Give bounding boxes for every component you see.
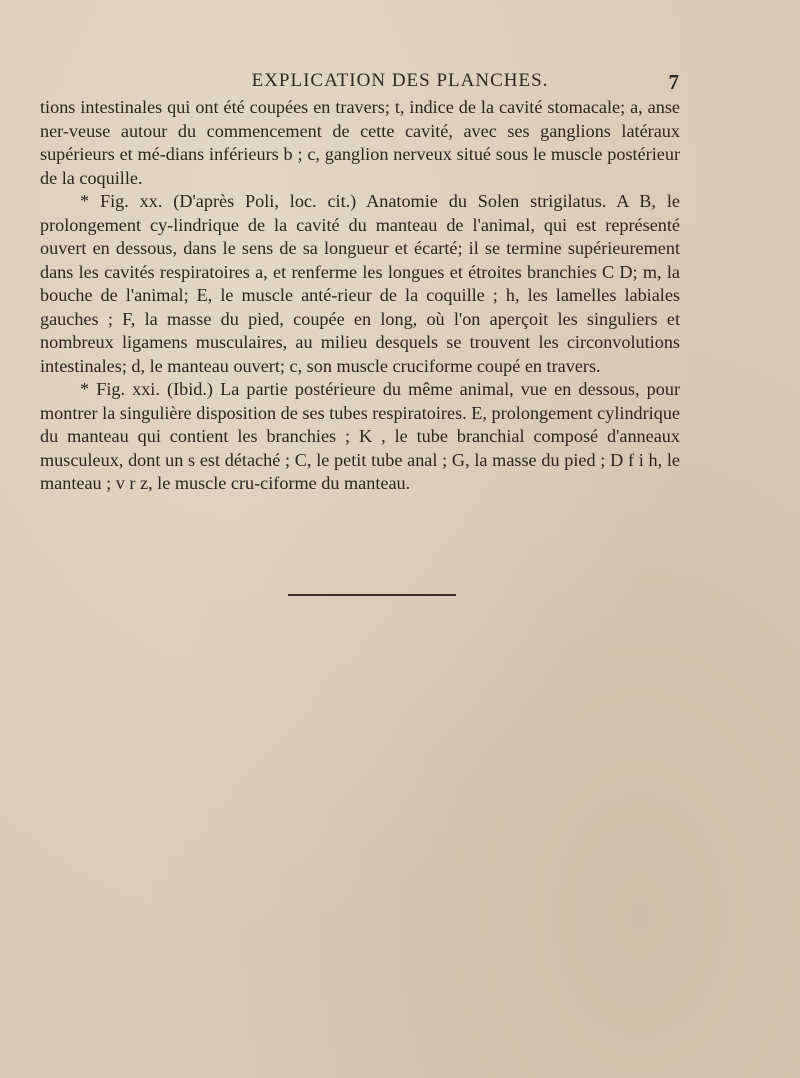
page-number: 7 — [668, 70, 679, 94]
body-text — [40, 96, 680, 496]
paragraph-continuation: tions intestinales qui ont été coupées en travers; t, indice de la cavité stomacale; a, anse ner-veuse autour du commencement de cette cavité, avec ses ganglions latéraux supérieurs et mé-dians inférieurs b ; c, ganglion nerveux situé sous le muscle postérieur de la coquille. — [40, 97, 680, 188]
running-title: EXPLICATION DES PLANCHES. — [251, 70, 549, 91]
paragraph-fig-xx: * Fig. xx. (D'après Poli, loc. cit.) Anatomie du Solen strigilatus. A B, le prolongement cy-lindrique de la cavité du manteau de l'animal, qui est représenté ouvert en dessous, dans le sens de sa longueur et écarté; il se termine supérieurement dans les cavités respiratoires a, et renferme les longues et étroites branchies C D; m, la bouche de l'animal; E, le muscle anté-rieur de la coquille ; h, les lamelles labiales gauches ; F, la masse du pied, coupée en long, où l'on aperçoit les singuliers et nombreux ligamens musculaires, au milieu desquels se trouvent les circonvolutions intestinales; d, le manteau ouvert; c, son muscle cruciforme coupé en travers. — [40, 191, 680, 376]
end-rule — [288, 594, 456, 596]
paragraph-fig-xxi: * Fig. xxi. (Ibid.) La partie postérieure du même animal, vue en dessous, pour montrer la singulière disposition de ses tubes respiratoires. E, prolongement cylindrique du manteau qui contient les branchies ; K , le tube branchial composé d'anneaux musculeux, dont un s est détaché ; C, le petit tube anal ; G, la masse du pied ; D f i h, le manteau ; v r z, le muscle cru-ciforme du manteau. — [40, 379, 680, 493]
